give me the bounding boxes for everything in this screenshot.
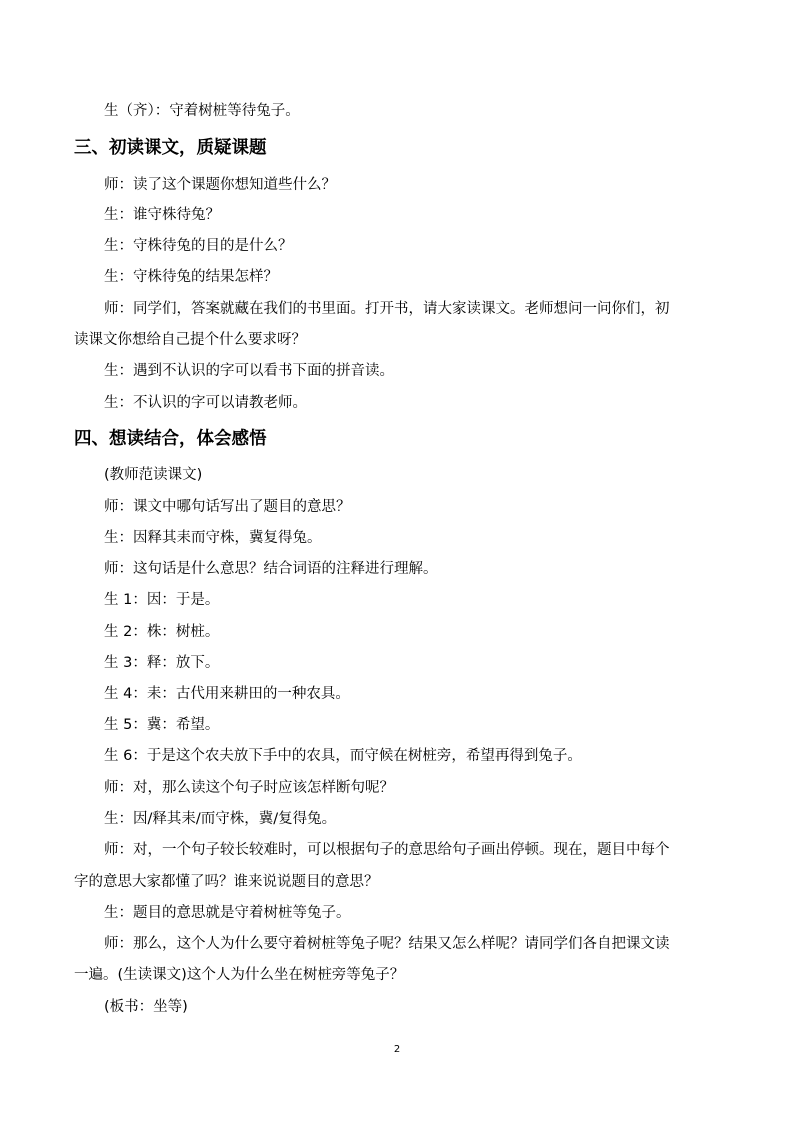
text-line: 生：因释其耒而守株，冀复得兔。 xyxy=(104,530,322,546)
text-line: 师：对，一个句子较长较难时，可以根据句子的意思给句子画出停顿。现在，题目中每个 xyxy=(104,842,670,858)
text-line: 生 1：因：于是。 xyxy=(104,592,220,608)
text-line: 生 6：于是这个农夫放下手中的农具，而守候在树桩旁，希望再得到兔子。 xyxy=(104,748,582,764)
section-heading: 四、想读结合，体会感悟 xyxy=(74,429,267,449)
text-line: 生（齐）：守着树桩等待兔子。 xyxy=(104,103,300,119)
text-line: 生 4：耒：古代用来耕田的一种农具。 xyxy=(104,686,350,702)
text-line: 师：同学们，答案就藏在我们的书里面。打开书，请大家读课文。老师想问一问你们，初 xyxy=(104,301,670,317)
text-line: 生：不认识的字可以请教老师。 xyxy=(104,395,307,411)
text-line: 生：题目的意思就是守着树桩等兔子。 xyxy=(104,905,351,921)
text-line: 生：遇到不认识的字可以看书下面的拼音读。 xyxy=(104,363,394,379)
text-line: 一遍。(生读课文)这个人为什么坐在树桩旁等兔子？ xyxy=(74,967,405,983)
text-line: 生：谁守株待兔？ xyxy=(104,207,220,223)
text-line: 生：因/释其耒/而守株，冀/复得兔。 xyxy=(104,811,337,827)
text-line: 生：守株待兔的目的是什么？ xyxy=(104,238,293,254)
page-number: 2 xyxy=(393,1044,401,1055)
text-line: (教师范读课文) xyxy=(104,467,203,483)
text-line: 师：读了这个课题你想知道些什么？ xyxy=(104,177,336,193)
section-heading: 三、初读课文，质疑课题 xyxy=(74,138,267,158)
text-line: 师：对，那么读这个句子时应该怎样断句呢？ xyxy=(104,780,394,796)
text-line: 师：这句话是什么意思？结合词语的注释进行理解。 xyxy=(104,561,438,577)
text-line: 师：那么，这个人为什么要守着树桩等兔子呢？结果又怎么样呢？请同学们各自把课文读 xyxy=(104,936,670,952)
text-line: 生：守株待兔的结果怎样？ xyxy=(104,269,278,285)
text-line: 生 3：释：放下。 xyxy=(104,655,220,671)
text-line: 生 5：冀：希望。 xyxy=(104,717,220,733)
text-line: 生 2：株：树桩。 xyxy=(104,624,220,640)
text-line: (板书：坐等) xyxy=(104,999,188,1015)
text-line: 读课文你想给自己提个什么要求呀？ xyxy=(74,332,306,348)
text-line: 字的意思大家都懂了吗？谁来说说题目的意思？ xyxy=(74,874,379,890)
text-line: 师：课文中哪句话写出了题目的意思？ xyxy=(104,499,351,515)
